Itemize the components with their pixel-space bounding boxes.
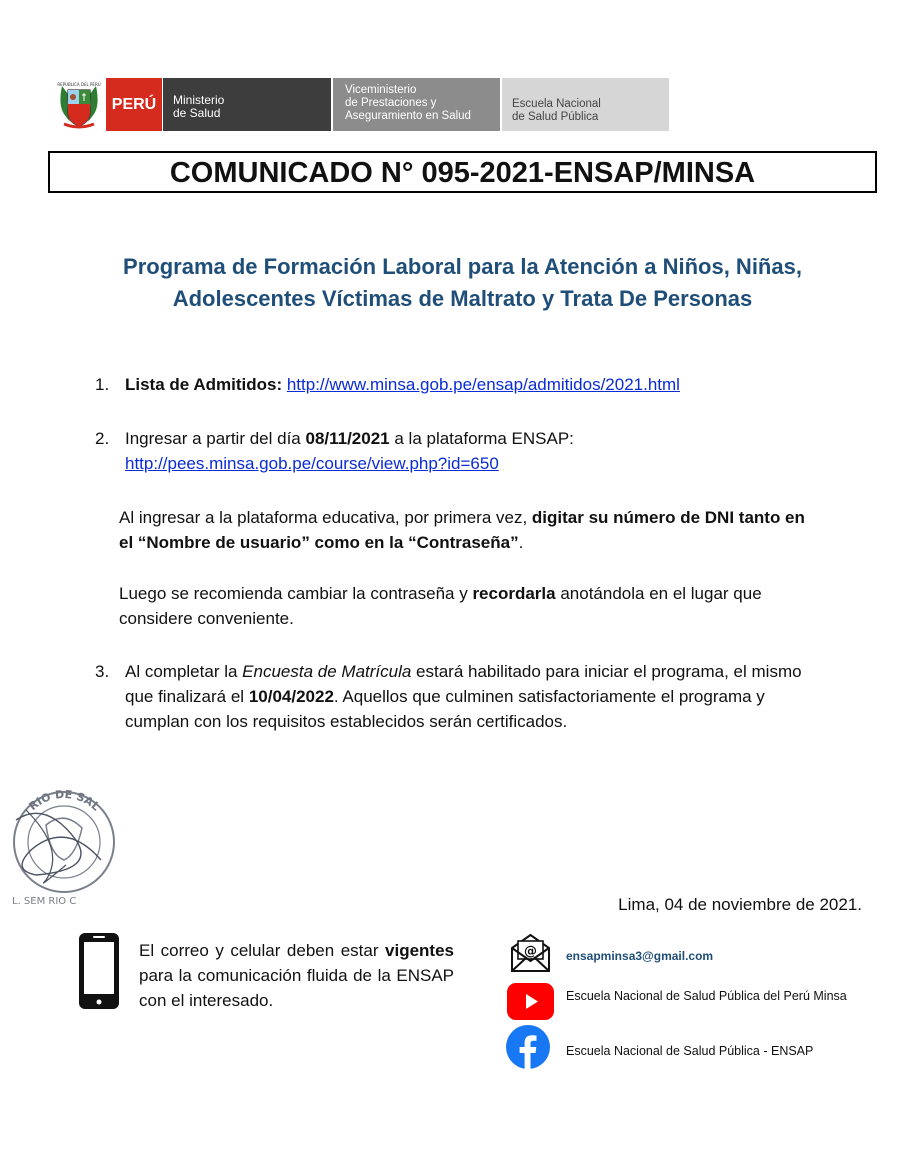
login-text-before: Al ingresar a la plataforma educativa, por primera vez,: [119, 508, 532, 527]
svg-text:RIO DE SAL: RIO DE SAL: [26, 787, 103, 814]
vice-line-1: Viceministerio: [345, 84, 417, 96]
ministry-line-1: Ministerio: [173, 93, 225, 107]
survey-name: Encuesta de Matrícula: [242, 662, 412, 681]
facebook-icon: [506, 1025, 550, 1069]
password-bold: recordarla: [472, 584, 556, 603]
note-text-after: para la comunicación fluida de la ENSAP con el interesado.: [139, 966, 454, 1010]
item-3-text-before: Al completar la: [125, 662, 243, 681]
item-2-text-before: Ingresar a partir del día: [125, 429, 306, 448]
note-text-before: El correo y celular deben estar: [139, 941, 386, 960]
svg-text:L. SEM RIO C: L. SEM RIO C: [12, 896, 77, 907]
note-bold: vigentes: [385, 941, 454, 960]
password-line-2: considere conveniente.: [119, 609, 294, 628]
item-number: 2.: [95, 429, 110, 448]
item-number: 3.: [95, 662, 110, 681]
item-3-line2-before: que finalizará el: [125, 687, 249, 706]
youtube-icon: [507, 983, 554, 1020]
login-instructions: [119, 505, 869, 555]
school-line-1: Escuela Nacional: [512, 98, 601, 110]
end-date: 10/04/2022: [248, 687, 334, 706]
email-icon: [509, 932, 552, 974]
contact-note: [139, 938, 454, 1013]
item-2-text-after: a la plataforma ENSAP:: [389, 429, 574, 448]
contact-youtube: Escuela Nacional de Salud Pública del Perú Minsa: [566, 989, 847, 1003]
coat-of-arms-icon: [56, 80, 102, 130]
login-bold-line-2: el “Nombre de usuario” como en la “Contraseña”: [119, 533, 519, 552]
admitted-list-link[interactable]: http://www.minsa.gob.pe/ensap/admitidos/2021.html: [286, 375, 680, 394]
svg-text:@: @: [524, 944, 537, 959]
password-instructions: [119, 581, 869, 631]
platform-link[interactable]: http://pees.minsa.gob.pe/course/view.php?id=650: [125, 454, 499, 473]
country-label: PERÚ: [111, 95, 157, 113]
subtitle-line-1: Programa de Formación Laboral para la Atención a Niños, Niñas,: [123, 254, 802, 279]
peru-logo-block: [106, 78, 162, 131]
contact-email: ensapminsa3@gmail.com: [566, 949, 714, 963]
ministry-logo-block: [163, 78, 331, 131]
vice-line-3: Aseguramiento en Salud: [345, 110, 471, 122]
viceministry-logo-block: [333, 78, 500, 131]
school-logo-block: [502, 78, 669, 131]
document-title: COMUNICADO N° 095-2021-ENSAP/MINSA: [48, 151, 877, 193]
vice-line-2: de Prestaciones y: [345, 97, 437, 109]
school-line-2: de Salud Pública: [512, 111, 599, 123]
svg-text:REPÚBLICA DEL PERÚ: REPÚBLICA DEL PERÚ: [57, 82, 101, 87]
item-3-line-3: cumplan con los requisitos establecidos serán certificados.: [125, 712, 568, 731]
program-subtitle: [60, 251, 865, 315]
official-stamp-icon: [6, 780, 118, 908]
item-3-text-after: estará habilitado para iniciar el programa, el mismo: [411, 662, 802, 681]
mobile-phone-icon: [77, 931, 121, 1011]
item-3-line2-after: . Aquellos que culminen satisfactoriamente el programa y: [333, 687, 765, 706]
item-number: 1.: [95, 375, 110, 394]
contact-facebook: Escuela Nacional de Salud Pública - ENSAP: [566, 1044, 814, 1058]
place-date: Lima, 04 de noviembre de 2021.: [618, 895, 862, 914]
login-bold-line-1: digitar su número de DNI tanto en: [531, 508, 805, 527]
login-text-end: .: [518, 533, 524, 552]
subtitle-line-2: Adolescentes Víctimas de Maltrato y Trata De Personas: [172, 286, 753, 311]
admitted-list-label: Lista de Admitidos:: [125, 375, 283, 394]
password-text-after: anotándola en el lugar que: [555, 584, 762, 603]
ministry-line-2: de Salud: [173, 106, 221, 120]
start-date: 08/11/2021: [305, 429, 390, 448]
password-text-before: Luego se recomienda cambiar la contraseña y: [119, 584, 473, 603]
